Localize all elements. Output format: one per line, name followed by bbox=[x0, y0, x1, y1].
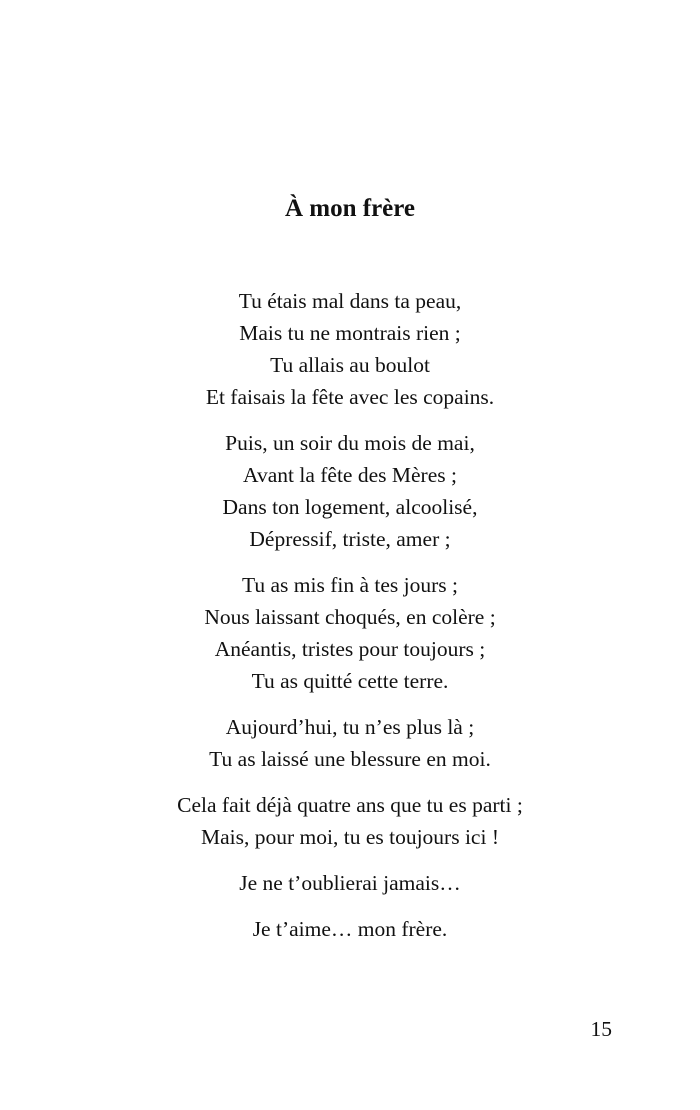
stanza-2 bbox=[0, 427, 700, 555]
poem-line: Tu allais au boulot bbox=[270, 353, 430, 377]
poem-line: Mais tu ne montrais rien ; bbox=[239, 321, 461, 345]
stanza-5 bbox=[0, 789, 700, 853]
poem-line: Tu as quitté cette terre. bbox=[251, 669, 449, 693]
poem-body bbox=[0, 285, 700, 959]
poem-line: Puis, un soir du mois de mai, bbox=[225, 431, 475, 455]
page-number: 15 bbox=[590, 1017, 612, 1041]
poem-line: Tu as mis fin à tes jours ; bbox=[241, 573, 458, 597]
poem-line: Tu étais mal dans ta peau, bbox=[238, 289, 462, 313]
stanza-4 bbox=[0, 711, 700, 775]
stanza-3 bbox=[0, 569, 700, 697]
stanza-1 bbox=[0, 285, 700, 413]
poem-line: Tu as laissé une blessure en moi. bbox=[209, 747, 491, 771]
poem-line: Cela fait déjà quatre ans que tu es parti ; bbox=[177, 793, 523, 817]
poem-line: Mais, pour moi, tu es toujours ici ! bbox=[201, 825, 499, 849]
stanza-6 bbox=[0, 867, 700, 899]
poem-title: À mon frère bbox=[284, 195, 416, 222]
poem-line: Anéantis, tristes pour toujours ; bbox=[214, 637, 486, 661]
stanza-7 bbox=[0, 913, 700, 945]
poem-line: Avant la fête des Mères ; bbox=[243, 463, 457, 487]
poem-line: Nous laissant choqués, en colère ; bbox=[204, 605, 496, 629]
poem-line: Je ne t’oublierai jamais… bbox=[239, 871, 461, 895]
poem-line: Et faisais la fête avec les copains. bbox=[205, 385, 495, 409]
poem-line: Aujourd’hui, tu n’es plus là ; bbox=[225, 715, 475, 739]
poem-line: Dans ton logement, alcoolisé, bbox=[222, 495, 478, 519]
poem-line: Dépressif, triste, amer ; bbox=[249, 527, 451, 551]
poem-line: Je t’aime… mon frère. bbox=[252, 917, 448, 941]
